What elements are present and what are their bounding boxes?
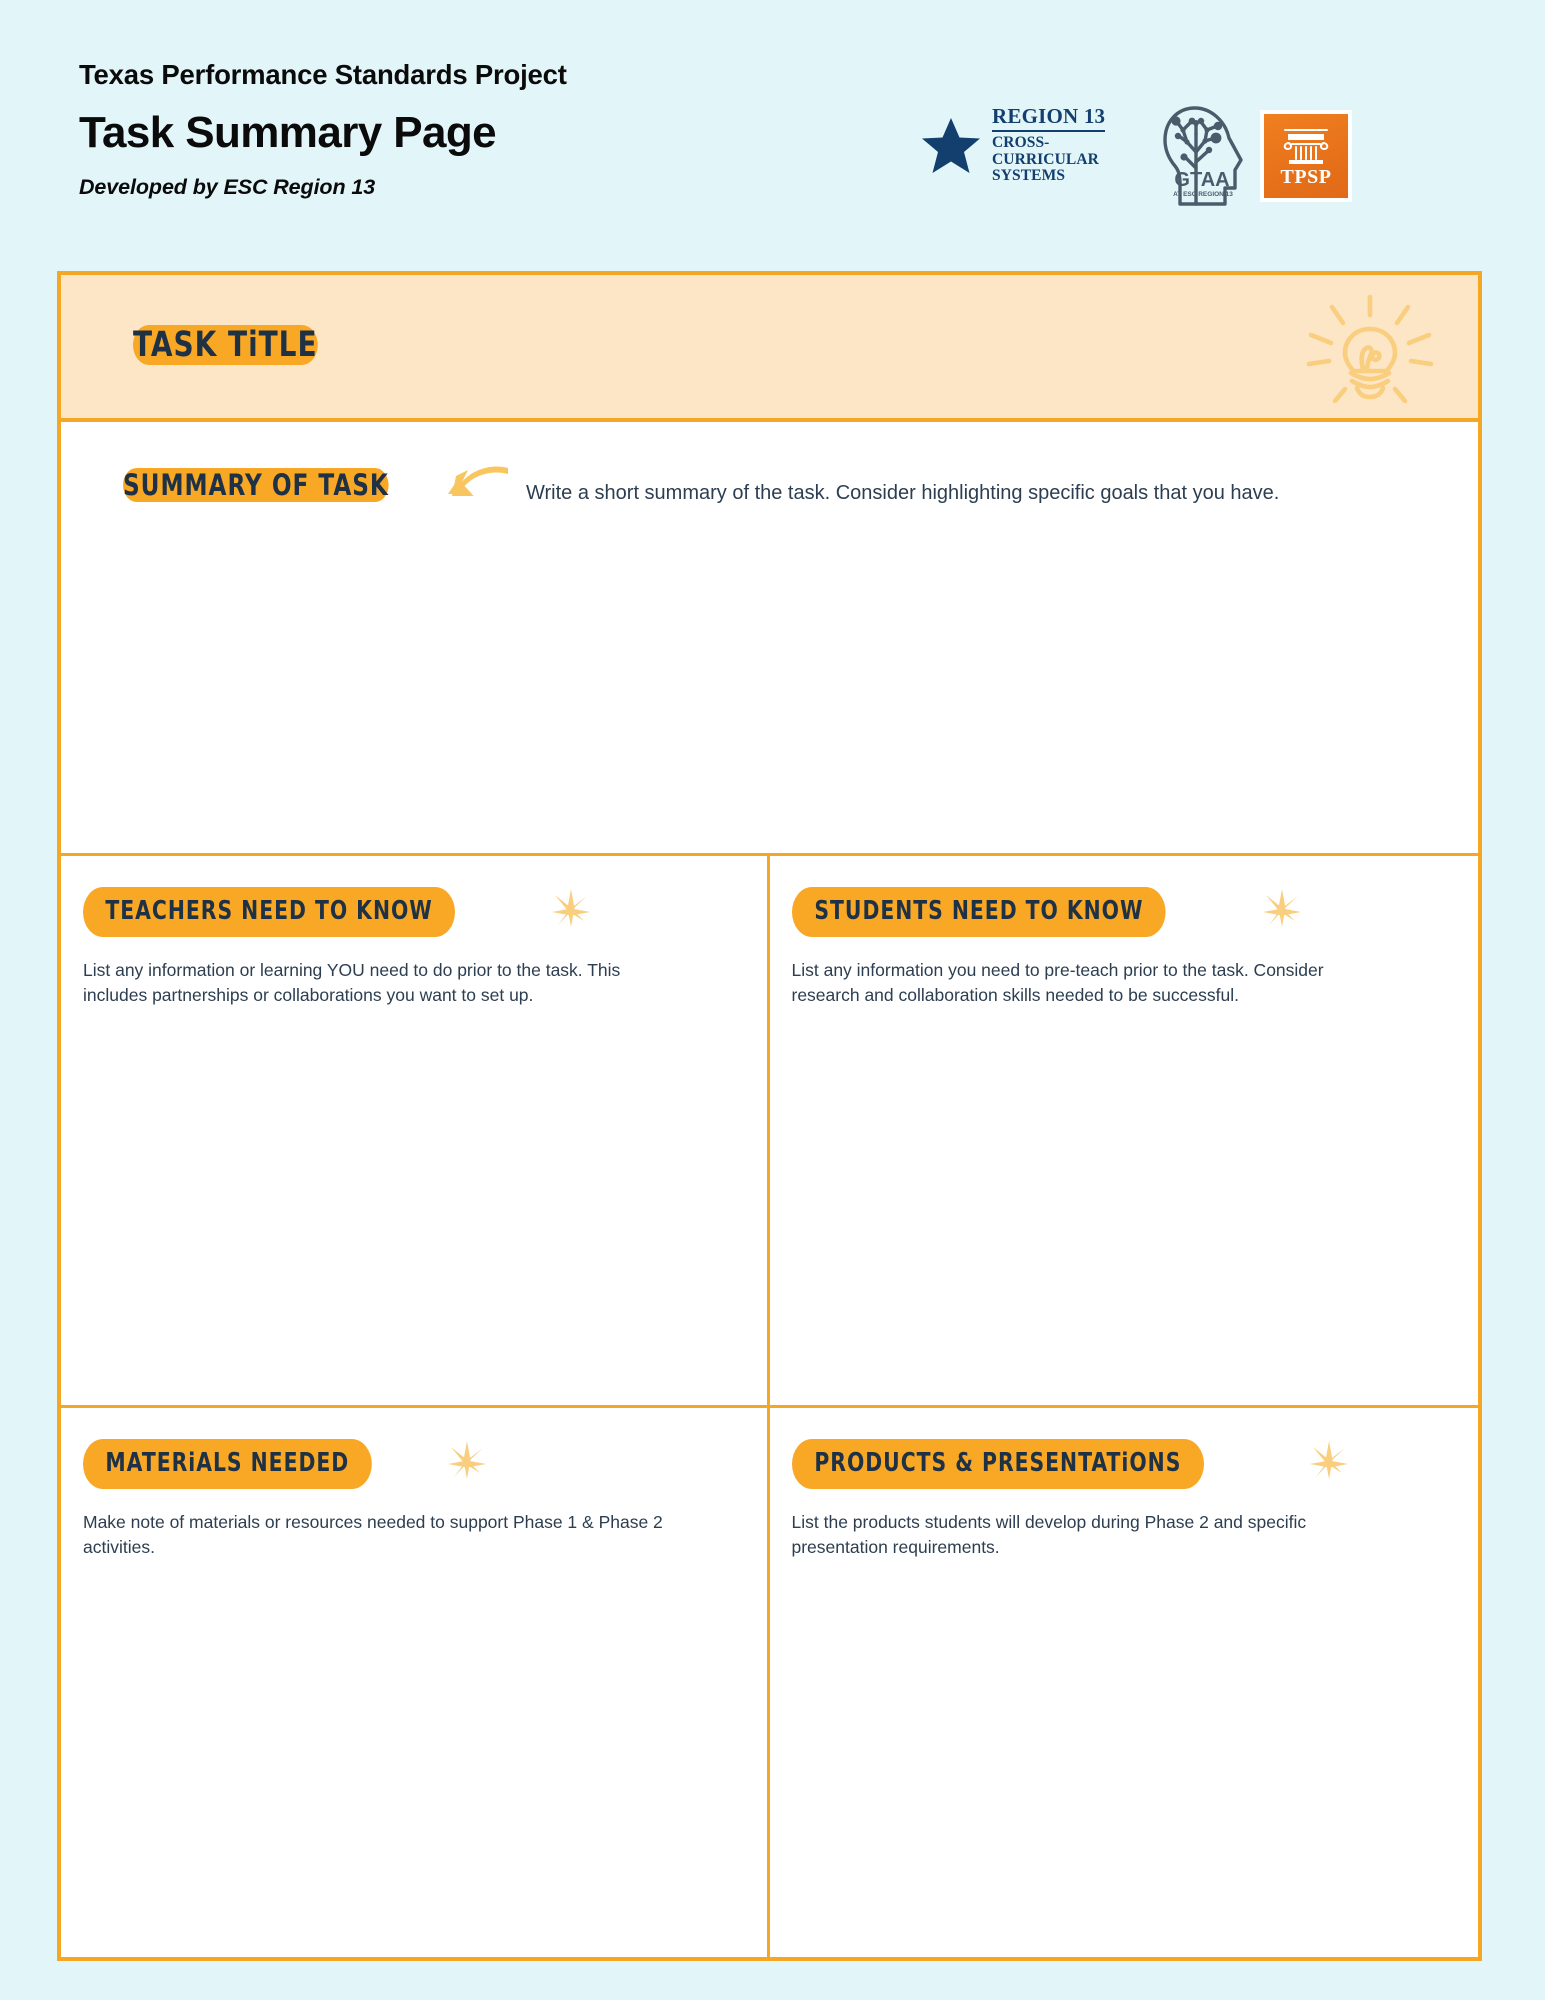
products-and-presentations-section[interactable] xyxy=(770,1408,1479,1957)
materials-pill-wrap xyxy=(83,1439,444,1489)
summary-pill-wrap xyxy=(89,458,489,515)
region-13-line-4: SYSTEMS xyxy=(992,167,1066,185)
products-and-presentations-pill: PRODUCTS & PRESENTATiONS xyxy=(792,1439,1204,1489)
teachers-need-to-know-section[interactable] xyxy=(61,856,770,1405)
tpsp-label: TPSP xyxy=(1280,166,1332,188)
gtaa-sublabel: AT ESC REGION 13 xyxy=(1173,191,1233,198)
head-brain-tree-icon xyxy=(1155,100,1245,208)
products-pill-wrap xyxy=(792,1439,1307,1489)
students-need-to-know-section[interactable] xyxy=(770,856,1479,1405)
page-header xyxy=(0,0,1545,262)
gtaa-label: GTAA xyxy=(1174,169,1230,191)
materials-needed-header xyxy=(83,1438,745,1490)
teachers-need-to-know-header xyxy=(83,886,745,938)
tpsp-logo-inner xyxy=(1264,114,1348,198)
star-icon xyxy=(920,116,982,176)
materials-needed-hint: Make note of materials or resources needed to support Phase 1 & Phase 2 activities. xyxy=(83,1512,663,1558)
header-text-block xyxy=(79,58,939,200)
teachers-need-to-know-pill: TEACHERS NEED TO KNOW xyxy=(83,887,455,937)
logo-group xyxy=(920,100,1410,210)
column-icon xyxy=(1280,125,1332,165)
task-title-section[interactable] xyxy=(61,275,1478,422)
task-summary-form xyxy=(57,271,1482,1961)
products-and-presentations-header xyxy=(792,1438,1457,1490)
students-need-to-know-hint: List any information you need to pre-teach prior to the task. Consider research and collaboration skills needed to be successful. xyxy=(791,960,1324,1006)
gtaa-logo xyxy=(1155,100,1245,208)
summary-of-task-section[interactable] xyxy=(61,422,1478,856)
task-title-pill-wrap xyxy=(89,313,408,379)
organization-name: Texas Performance Standards Project xyxy=(79,59,567,90)
page-title: Task Summary Page xyxy=(79,108,496,157)
sparkle-icon xyxy=(442,1439,492,1489)
products-and-presentations-hint: List the products students will develop during Phase 2 and specific presentation requirements. xyxy=(791,1512,1307,1558)
lightbulb-icon xyxy=(1305,291,1435,403)
region-13-logo xyxy=(920,106,1105,185)
curved-arrow-left-icon xyxy=(446,464,510,516)
quad-row-top xyxy=(61,856,1478,1408)
students-need-to-know-pill: STUDENTS NEED TO KNOW xyxy=(792,887,1166,937)
materials-needed-section[interactable] xyxy=(61,1408,770,1957)
quad-row-bottom xyxy=(61,1408,1478,1957)
region-13-wordmark xyxy=(992,106,1105,185)
sparkle-icon xyxy=(1304,1439,1354,1489)
task-title-pill: TASK TiTLE xyxy=(133,325,318,365)
region-13-line-2: CROSS- xyxy=(992,134,1050,151)
sparkle-icon xyxy=(1257,887,1307,937)
region-13-line-3: CURRICULAR xyxy=(992,150,1099,168)
region-13-line-1: REGION 13 xyxy=(992,106,1105,132)
students-need-to-know-header xyxy=(792,886,1457,938)
developed-by-byline: Developed by ESC Region 13 xyxy=(79,174,376,199)
summary-of-task-pill: SUMMARY OF TASK xyxy=(123,468,389,502)
summary-hint-text: Write a short summary of the task. Consider highlighting specific goals that you have. xyxy=(526,482,1280,504)
materials-needed-pill: MATERiALS NEEDED xyxy=(83,1439,372,1489)
teachers-pill-wrap xyxy=(83,887,548,937)
sparkle-icon xyxy=(546,887,596,937)
students-pill-wrap xyxy=(792,887,1259,937)
tpsp-logo xyxy=(1260,110,1352,202)
teachers-need-to-know-hint: List any information or learning YOU need to do prior to the task. This includes partnerships or collaborations you want to set up. xyxy=(83,960,621,1006)
